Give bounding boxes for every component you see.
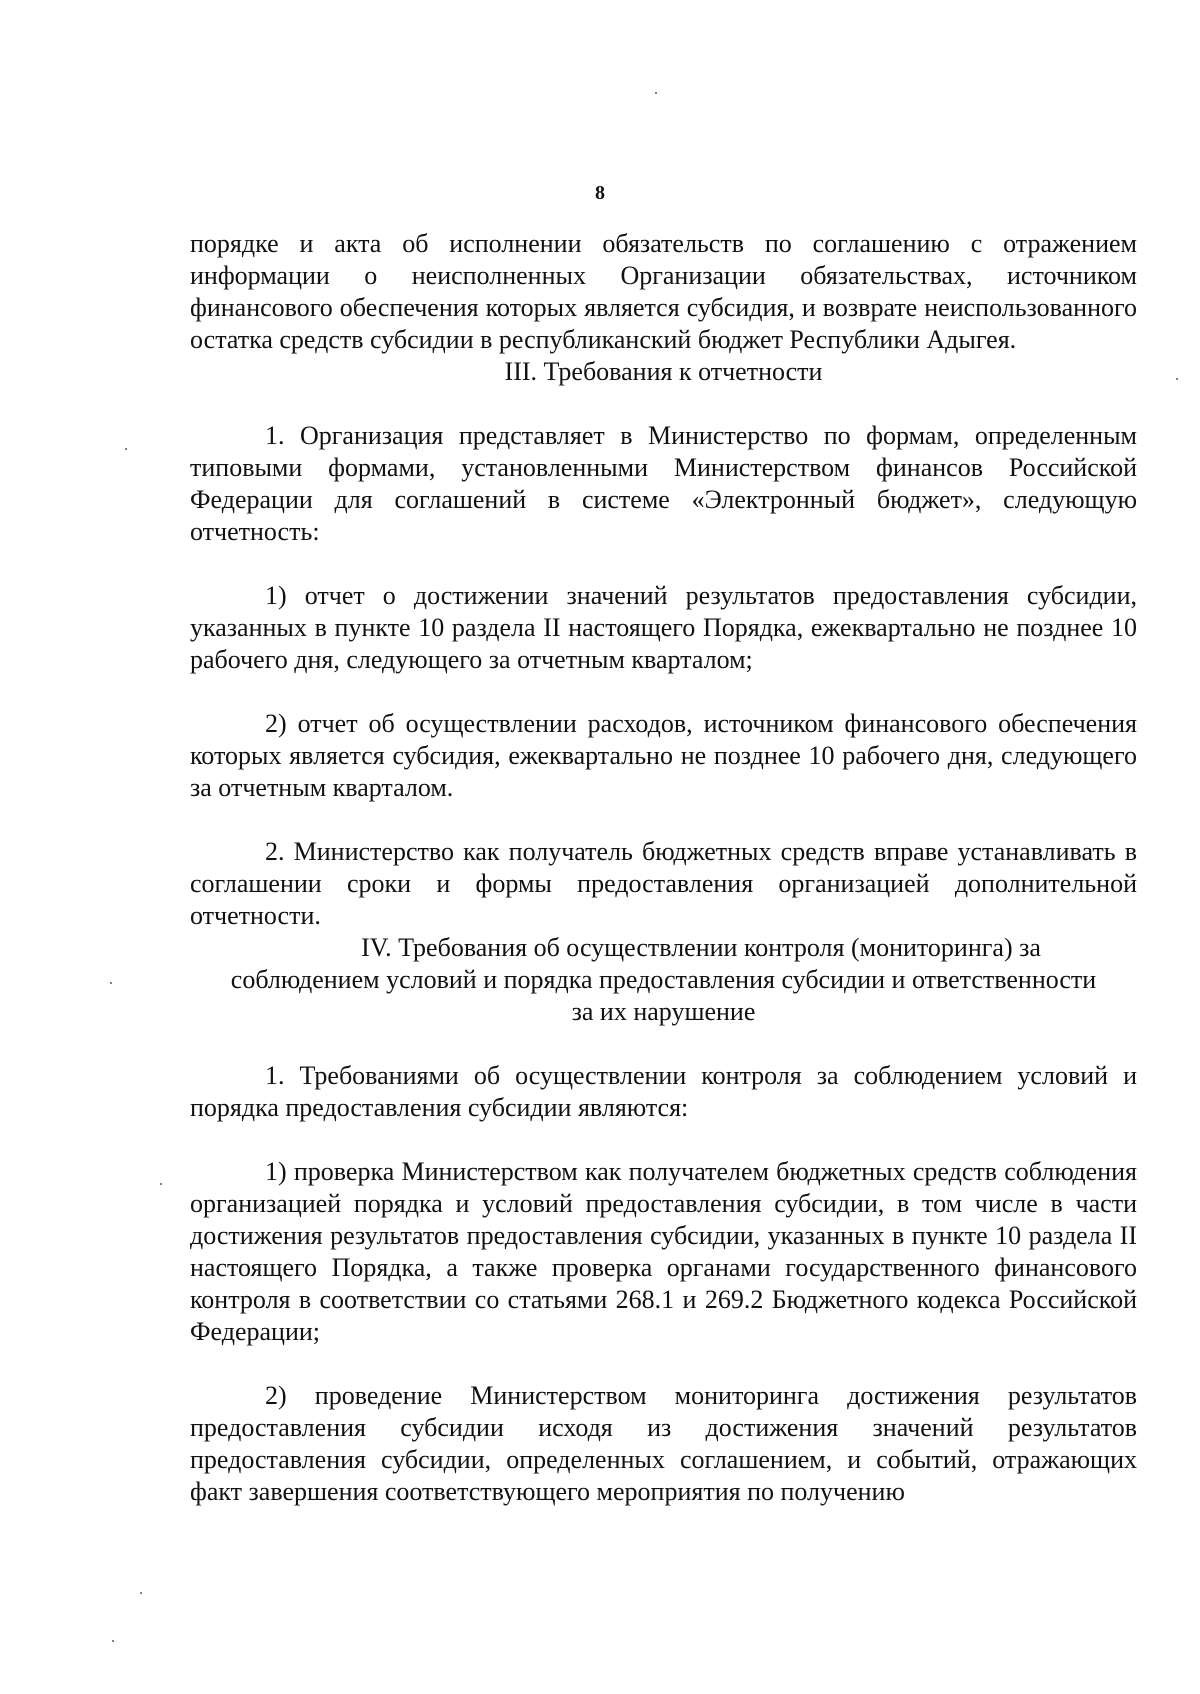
section-3-item-2: 2) отчет об осуществлении расходов, источником финансового обеспечения которых является субсидия, ежеквартально не позднее 10 рабочего дня, следующего за отчетным кварталом. [190, 709, 1137, 802]
document-body [190, 228, 1137, 1508]
page-number: 8 [595, 182, 605, 204]
section-4-paragraph-1: 1. Требованиями об осуществлении контроля за соблюдением условий и порядка предоставления субсидии являются: [190, 1061, 1137, 1122]
section-3-paragraph-2: 2. Министерство как получатель бюджетных средств вправе устанавливать в соглашении сроки и формы предоставления организацией дополнительной отчетности. [190, 837, 1137, 930]
section-4-heading-line-1: IV. Требования об осуществлении контроля (мониторинга) за [361, 933, 1041, 962]
section-4-item-1: 1) проверка Министерством как получателем бюджетных средств соблюдения организацией порядка и условий предоставления субсидии, в том числе в части достижения результатов предоставления субсидии, указанных в пункте 10 раздела II настоящего Порядка, а также проверка органами государственного финансового контроля в соответствии со статьями 268.1 и 269.2 Бюджетного кодекса Российской Федерации; [190, 1157, 1137, 1346]
section-4-item-2: 2) проведение Министерством мониторинга достижения результатов предоставления субсидии исходя из достижения значений результатов предоставления субсидии, определенных соглашением, и событий, отражающих факт завершения соответствующего мероприятия по получению [190, 1381, 1137, 1506]
section-4-heading [190, 932, 1137, 1028]
intro-paragraph: порядке и акта об исполнении обязательств по соглашению с отражением информации о неисполненных Организации обязательствах, источником финансового обеспечения которых является субсидия, и возврате неиспользованного остатка средств субсидии в республиканский бюджет Республики Адыгея. [190, 229, 1137, 354]
section-3-item-1: 1) отчет о достижении значений результатов предоставления субсидии, указанных в пункте 10 раздела II настоящего Порядка, ежеквартально не позднее 10 рабочего дня, следующего за отчетным кварталом; [190, 581, 1137, 674]
section-3-heading: III. Требования к отчетности [504, 357, 823, 386]
section-4-heading-line-3: за их нарушение [571, 997, 756, 1026]
section-4-heading-line-2: соблюдением условий и порядка предоставления субсидии и ответственности [230, 965, 1097, 994]
section-3-paragraph-1: 1. Организация представляет в Министерство по формам, определенным типовыми формами, установленными Министерством финансов Российской Федерации для соглашений в системе «Электронный бюджет», следующую отчетность: [190, 421, 1137, 546]
